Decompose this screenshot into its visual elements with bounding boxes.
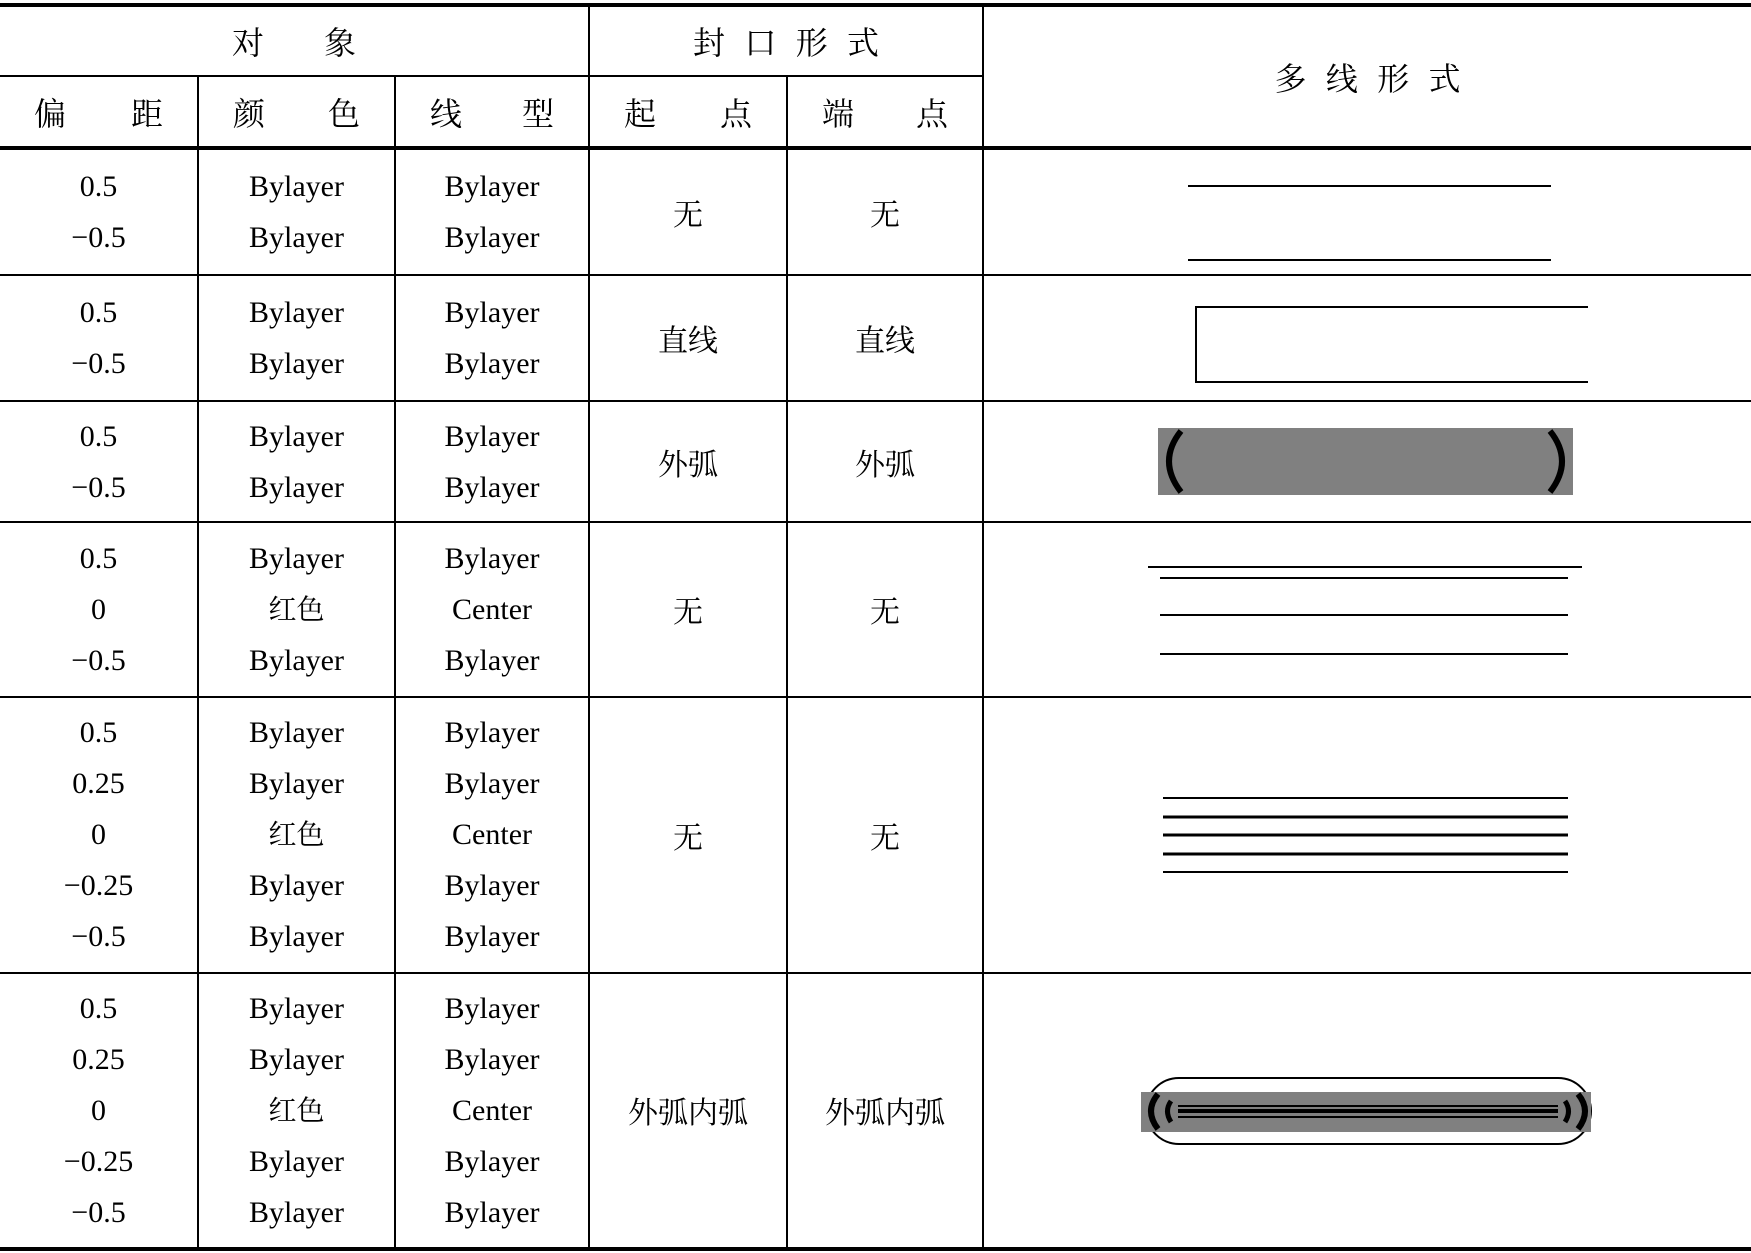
offset-cell-value: −0.5 [71, 643, 126, 677]
start-cap-cell: 无 [589, 148, 787, 275]
color-cell-value: Bylayer [249, 419, 344, 453]
end-cap-cell: 无 [787, 697, 983, 973]
header-start: 起 点 [589, 76, 787, 148]
color-cell [198, 522, 395, 696]
color-cell-value: Bylayer [249, 470, 344, 504]
offset-cell [0, 973, 198, 1249]
linetype-cell-value: Bylayer [444, 716, 540, 750]
table-row [0, 148, 1751, 275]
linetype-cell-value: Bylayer [444, 1144, 540, 1178]
linetype-cell-value: Center [452, 592, 532, 626]
linetype-cell [395, 148, 589, 275]
color-cell-value: Bylayer [249, 643, 344, 677]
offset-cell [0, 275, 198, 401]
end-cap-cell: 外弧内弧 [787, 973, 983, 1249]
offset-cell [0, 148, 198, 275]
linetype-cell-value: Bylayer [444, 643, 540, 677]
color-cell-value: 红色 [268, 592, 325, 626]
linetype-cell [395, 275, 589, 401]
color-cell-value: Bylayer [249, 920, 344, 954]
linetype-cell-value: Bylayer [444, 470, 540, 504]
color-cell-value: Bylayer [249, 767, 344, 801]
table-row [0, 697, 1751, 973]
three-lines-preview [1148, 554, 1588, 664]
linetype-cell-value: Bylayer [444, 1195, 540, 1229]
start-cap-cell: 无 [589, 697, 787, 973]
linetype-cell [395, 522, 589, 696]
linetype-cell-value: Center [452, 818, 532, 852]
color-cell-value: Bylayer [249, 716, 344, 750]
offset-cell-value: −0.5 [71, 221, 126, 255]
offset-cell-value: 0 [91, 1093, 106, 1127]
color-cell-value: Bylayer [249, 296, 344, 330]
color-cell [198, 697, 395, 973]
offset-cell-value: −0.5 [71, 347, 126, 381]
color-cell [198, 275, 395, 401]
color-cell-value: Bylayer [249, 221, 344, 255]
offset-cell-value: −0.5 [71, 920, 126, 954]
multiline-preview-cell [983, 275, 1751, 401]
multiline-preview-cell [983, 148, 1751, 275]
five-lines-preview [1148, 780, 1588, 890]
multiline-preview-cell [983, 973, 1751, 1249]
header-color: 颜 色 [198, 76, 395, 148]
multiline-style-table [0, 3, 1751, 1251]
capsule-fill [1158, 428, 1573, 495]
header-object: 对 象 [0, 5, 589, 76]
start-cap-cell: 无 [589, 522, 787, 696]
color-cell [198, 973, 395, 1249]
linetype-cell-value: Bylayer [444, 419, 540, 453]
offset-cell [0, 697, 198, 973]
end-cap-cell: 无 [787, 148, 983, 275]
end-cap-cell: 外弧 [787, 401, 983, 522]
offset-cell-value: 0.5 [79, 716, 118, 750]
start-cap-cell: 直线 [589, 275, 787, 401]
offset-cell-value: 0.25 [72, 1042, 125, 1076]
offset-cell-value: 0.5 [79, 419, 118, 453]
table-row [0, 522, 1751, 696]
start-cap-cell: 外弧内弧 [589, 973, 787, 1249]
color-cell-value: Bylayer [249, 347, 344, 381]
nested-arc-capsule-preview [1138, 1070, 1598, 1150]
color-cell-value: Bylayer [249, 1042, 344, 1076]
offset-cell-value: 0.5 [79, 296, 118, 330]
header-end: 端 点 [787, 76, 983, 148]
header-offset: 偏 距 [0, 76, 198, 148]
color-cell-value: Bylayer [249, 991, 344, 1025]
color-cell-value: Bylayer [249, 170, 344, 204]
offset-cell-value: −0.25 [63, 869, 134, 903]
color-cell-value: 红色 [268, 1093, 325, 1127]
rectangle-preview [1148, 283, 1588, 393]
linetype-cell-value: Bylayer [444, 767, 540, 801]
linetype-cell [395, 401, 589, 522]
linetype-cell-value: Bylayer [444, 920, 540, 954]
linetype-cell [395, 697, 589, 973]
closed-rectangle [1196, 307, 1588, 382]
linetype-cell-value: Center [452, 1093, 532, 1127]
linetype-cell-value: Bylayer [444, 991, 540, 1025]
offset-cell-value: 0 [91, 592, 106, 626]
header-row-1 [0, 5, 1751, 76]
header-form: 多 线 形 式 [983, 5, 1751, 148]
end-cap-cell: 直线 [787, 275, 983, 401]
offset-cell-value: −0.5 [71, 470, 126, 504]
two-lines-preview [1148, 157, 1588, 267]
offset-cell [0, 401, 198, 522]
linetype-cell-value: Bylayer [444, 221, 540, 255]
offset-cell-value: 0.5 [79, 991, 118, 1025]
table-row [0, 275, 1751, 401]
multiline-preview-cell [983, 697, 1751, 973]
color-cell-value: Bylayer [249, 869, 344, 903]
header-linetype: 线 型 [395, 76, 589, 148]
linetype-cell-value: Bylayer [444, 170, 540, 204]
offset-cell-value: 0.5 [79, 170, 118, 204]
header-cap: 封 口 形 式 [589, 5, 983, 76]
offset-cell-value: 0.5 [79, 541, 118, 575]
color-cell-value: Bylayer [249, 1195, 344, 1229]
color-cell [198, 148, 395, 275]
multiline-preview-cell [983, 522, 1751, 696]
offset-cell [0, 522, 198, 696]
color-cell-value: Bylayer [249, 1144, 344, 1178]
linetype-cell-value: Bylayer [444, 869, 540, 903]
color-cell-value: 红色 [268, 818, 325, 852]
linetype-cell-value: Bylayer [444, 347, 540, 381]
linetype-cell-value: Bylayer [444, 541, 540, 575]
color-cell [198, 401, 395, 522]
offset-cell-value: 0.25 [72, 767, 125, 801]
color-cell-value: Bylayer [249, 541, 344, 575]
linetype-cell [395, 973, 589, 1249]
linetype-cell-value: Bylayer [444, 296, 540, 330]
table-row [0, 401, 1751, 522]
start-cap-cell: 外弧 [589, 401, 787, 522]
offset-cell-value: −0.25 [63, 1144, 134, 1178]
multiline-preview-cell [983, 401, 1751, 522]
offset-cell-value: 0 [91, 818, 106, 852]
end-cap-cell: 无 [787, 522, 983, 696]
offset-cell-value: −0.5 [71, 1195, 126, 1229]
filled-arc-capsule-preview [1153, 422, 1583, 502]
linetype-cell-value: Bylayer [444, 1042, 540, 1076]
table-row [0, 973, 1751, 1249]
